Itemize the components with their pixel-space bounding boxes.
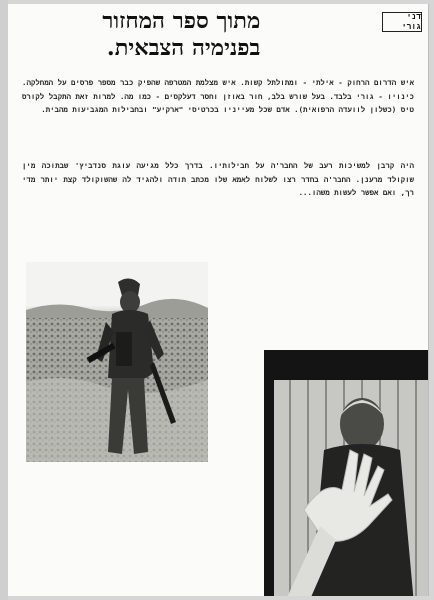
author-name-box: דני גורי [382, 12, 422, 32]
hand-photo-image [264, 350, 428, 596]
paragraph-2: היה קרבן למשיכות רעב של החבר'ה על חבילותיו. בדרך כלל מגיעה עוגת סנדביץ' שבתוכה מין שוקולד מרענן. החבר'ה בחדר רצו לשלוח לאמא שלו מכתב תודה ולהגיד לה שהשוקולד קצת יותר מדי רך, ואם אפשר לעשות משהו... [22, 161, 414, 198]
yearbook-page [8, 4, 428, 596]
hand-photo [264, 350, 428, 596]
soldier-photo [26, 262, 208, 462]
title-line-1: מתוך ספר המחזור [102, 8, 261, 34]
soldier-photo-image [26, 262, 208, 462]
paragraph-1: איש הדרום הרחוק - אילתי - ומתולתל קשות. איש מצלמת המטרפה שהפיק כבר מספר פרסים על המחלקה. כינויו - גורי בלבד. בעל שורש בלב, חור באוזן וחסר דעלקסים - כמו מה. למרות זאת התקבל לקורס טיס (כשלון לוועדה הרפואית). אדם שכל מעייניו בכרטיסי "ארקיע" ובחבילות המגביעות מהבית. [22, 78, 414, 115]
page-title [26, 8, 261, 62]
binder-edge [0, 0, 8, 600]
title-line-2: בפנימיה הצבאית. [106, 35, 261, 61]
